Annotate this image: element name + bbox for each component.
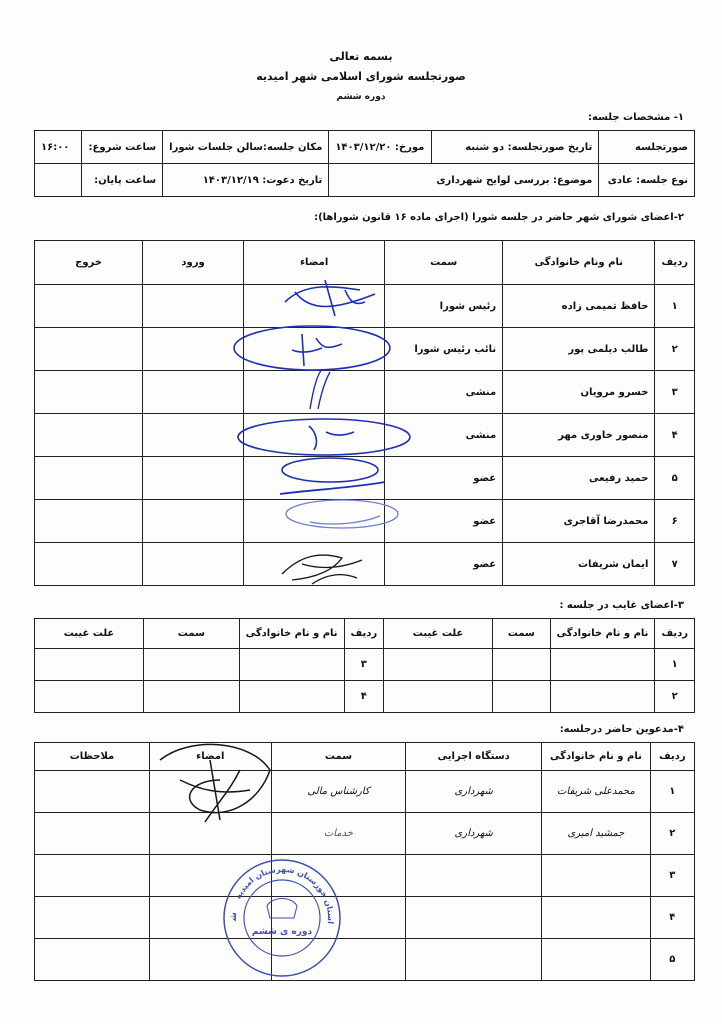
- table-row: ۶ محمدرضا آقاجری عضو: [35, 500, 695, 543]
- col-name: نام ونام خانوادگی: [503, 241, 655, 285]
- col-name: نام و نام خانوادگی: [239, 619, 344, 649]
- session-date-value: مورخ: ۱۴۰۳/۱۲/۲۰: [329, 131, 431, 164]
- start-time-label: ساعت شروع:: [81, 131, 163, 164]
- col-name: نام و نام خانوادگی: [550, 619, 655, 649]
- col-no: ردیف: [655, 241, 695, 285]
- section4-heading: ۴-مدعوین حاضر درجلسه:: [559, 724, 684, 735]
- table-row: ۱ ۳: [35, 649, 695, 681]
- end-time-value: [35, 164, 82, 197]
- table-row: ۷ ایمان شریفات عضو: [35, 543, 695, 586]
- table-row: ۵: [35, 939, 695, 981]
- table-row: ۴ منصور خاوری مهر منشی: [35, 414, 695, 457]
- col-signature: امضاء: [244, 241, 385, 285]
- col-signature: امضاء: [149, 743, 271, 771]
- signature-6: [280, 496, 400, 536]
- stamp-bottom-text: استان خوزستان شهرستان امیدیه: [233, 864, 336, 925]
- col-org: دستگاه اجرایی: [406, 743, 542, 771]
- session-type: صورتجلسه: [599, 131, 695, 164]
- start-time-value: ۱۶:۰۰: [35, 131, 82, 164]
- bismillah: بسمه تعالی: [329, 50, 393, 63]
- absent-table: [34, 618, 695, 713]
- col-name: نام و نام خانوادگی: [542, 743, 650, 771]
- document-title: صورتجلسه شورای اسلامی شهر امیدیه: [256, 70, 466, 83]
- col-reason: علت غیبت: [384, 619, 493, 649]
- official-stamp: [217, 851, 342, 978]
- table-row: ۱ حافظ تمیمی زاده رئیس شورا: [35, 285, 695, 328]
- session-date-label: تاریخ صورتجلسه: دو شنبه: [431, 131, 599, 164]
- session-info-table: [34, 130, 695, 197]
- signature-1: [265, 272, 395, 322]
- signature-7: [272, 544, 372, 589]
- col-no: ردیف: [344, 619, 384, 649]
- col-no: ردیف: [650, 743, 694, 771]
- end-time-label: ساعت پایان:: [81, 164, 163, 197]
- col-exit: خروج: [35, 241, 143, 285]
- col-role: سمت: [385, 241, 503, 285]
- term-label: دوره ششم: [336, 92, 386, 102]
- invitees-table: [34, 742, 695, 981]
- col-role: سمت: [143, 619, 239, 649]
- signature-5: [270, 452, 390, 502]
- emblem-icon: [267, 899, 297, 919]
- table-row: ۳ خسرو مرویان منشی: [35, 371, 695, 414]
- col-role: سمت: [493, 619, 551, 649]
- session-kind: نوع جلسه: عادی: [599, 164, 695, 197]
- stamp-inner-text: دوره ی ششم: [251, 927, 313, 937]
- table-row: ۲ طالب دیلمی پور نائب رئیس شورا: [35, 328, 695, 371]
- section1-heading: ۱- مشخصات جلسه:: [588, 112, 684, 123]
- invitee-signature: [150, 740, 280, 830]
- session-subject: موضوع: بررسی لوایح شهرداری: [329, 164, 599, 197]
- col-notes: ملاحظات: [35, 743, 150, 771]
- col-reason: علت غیبت: [35, 619, 144, 649]
- stamp-outer-text: شورای اسلامی شهر امیدیه: [217, 851, 240, 922]
- signature-3: [300, 364, 340, 414]
- table-row: ۲ ۴: [35, 681, 695, 713]
- session-place: مکان جلسه:سالن جلسات شورا: [163, 131, 329, 164]
- table-row: ۳: [35, 855, 695, 897]
- col-role: سمت: [271, 743, 406, 771]
- table-row: ۴: [35, 897, 695, 939]
- table-row: ۵ حمید رفیعی عضو: [35, 457, 695, 500]
- section2-heading: ۲-اعضای شورای شهر حاضر در جلسه شورا (اجرای ماده ۱۶ قانون شوراها):: [314, 212, 684, 223]
- table-row: ۱ محمدعلی شریفات شهرداری کارشناس مالی: [35, 771, 695, 813]
- col-entry: ورود: [143, 241, 244, 285]
- invite-date: تاریخ دعوت: ۱۴۰۳/۱۲/۱۹: [163, 164, 329, 197]
- section3-heading: ۳-اعضای غایب در جلسه :: [559, 600, 684, 611]
- col-no: ردیف: [655, 619, 695, 649]
- table-row: ۲ جمشید امیری شهرداری خدمات: [35, 813, 695, 855]
